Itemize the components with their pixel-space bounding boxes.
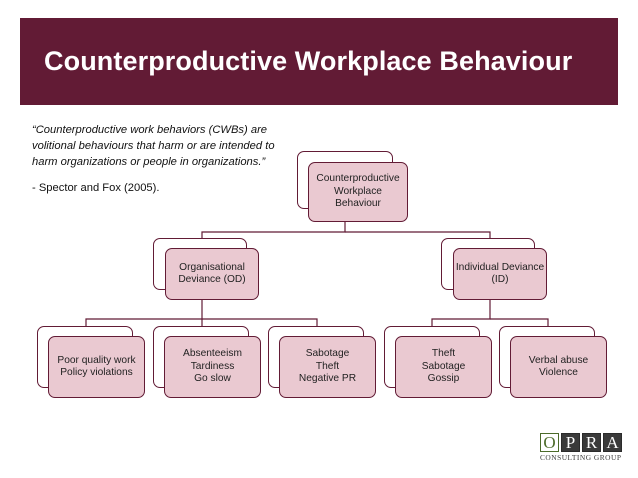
- node-organisational-deviance: [153, 238, 259, 300]
- node-sabotage-od-line-2: Theft: [315, 360, 340, 372]
- logo-letter-p: P: [561, 433, 580, 452]
- slide-title: Counterproductive Workplace Behaviour: [44, 46, 573, 76]
- connector-id-to-theft: [432, 300, 490, 328]
- node-root-cwb: [297, 151, 408, 222]
- node-individual-deviance: [441, 238, 547, 300]
- node-theft-id: [384, 326, 492, 398]
- node-absenteeism-box: [164, 336, 261, 398]
- node-id-line-2: (ID): [491, 274, 509, 285]
- opra-logo: [540, 433, 624, 462]
- cwb-definition-quote: “Counterproductive work behaviors (CWBs) are volitional behaviours that harm or are intended to harm organizations or people in organizations.”: [32, 124, 275, 168]
- logo-letter-r: R: [582, 433, 601, 452]
- node-id-box: [453, 248, 547, 300]
- node-verbal-abuse-line-2: Violence: [539, 367, 578, 378]
- node-root-cwb-box: [308, 162, 408, 222]
- node-root-cwb-line-3: Behaviour: [335, 198, 381, 210]
- node-theft-id-box: [395, 336, 492, 398]
- node-verbal-abuse: [499, 326, 607, 398]
- node-poor-quality-box: [48, 336, 145, 398]
- node-root-cwb-line-1: Counterproductive: [316, 173, 400, 185]
- node-sabotage-od-line-3: Negative PR: [298, 373, 357, 385]
- node-absenteeism: [153, 326, 261, 398]
- logo-subtitle: CONSULTING GROUP: [540, 453, 622, 462]
- node-verbal-abuse-box: [510, 336, 607, 398]
- node-od-line-2: Deviance (OD): [178, 274, 246, 285]
- node-absenteeism-line-1: Absenteeism: [183, 348, 242, 360]
- logo-letter-o: O: [540, 433, 559, 452]
- node-absenteeism-line-2: Tardiness: [190, 360, 235, 372]
- node-absenteeism-line-3: Go slow: [194, 373, 231, 385]
- node-id-line-1: Individual Deviance: [455, 261, 545, 273]
- logo-letter-a: A: [603, 433, 622, 452]
- node-root-cwb-line-2: Workplace: [334, 185, 382, 197]
- node-sabotage-od-line-1: Sabotage: [305, 348, 350, 360]
- node-poor-quality-work: [37, 326, 145, 398]
- node-sabotage-od: [268, 326, 376, 398]
- node-poor-quality-line-2: Policy violations: [60, 367, 133, 378]
- node-poor-quality-line-1: Poor quality work: [57, 354, 136, 366]
- node-od-line-1: Organisational: [179, 261, 245, 273]
- connector-od-to-poor-quality: [86, 300, 202, 328]
- node-sabotage-od-box: [279, 336, 376, 398]
- node-theft-id-line-1: Theft: [431, 348, 456, 360]
- quote-attribution: - Spector and Fox (2005).: [32, 182, 160, 194]
- node-od-box: [165, 248, 259, 300]
- opra-logo-letters: [540, 433, 624, 452]
- node-theft-id-line-3: Gossip: [427, 373, 460, 385]
- node-theft-id-line-2: Sabotage: [421, 360, 466, 372]
- node-verbal-abuse-line-1: Verbal abuse: [528, 354, 589, 366]
